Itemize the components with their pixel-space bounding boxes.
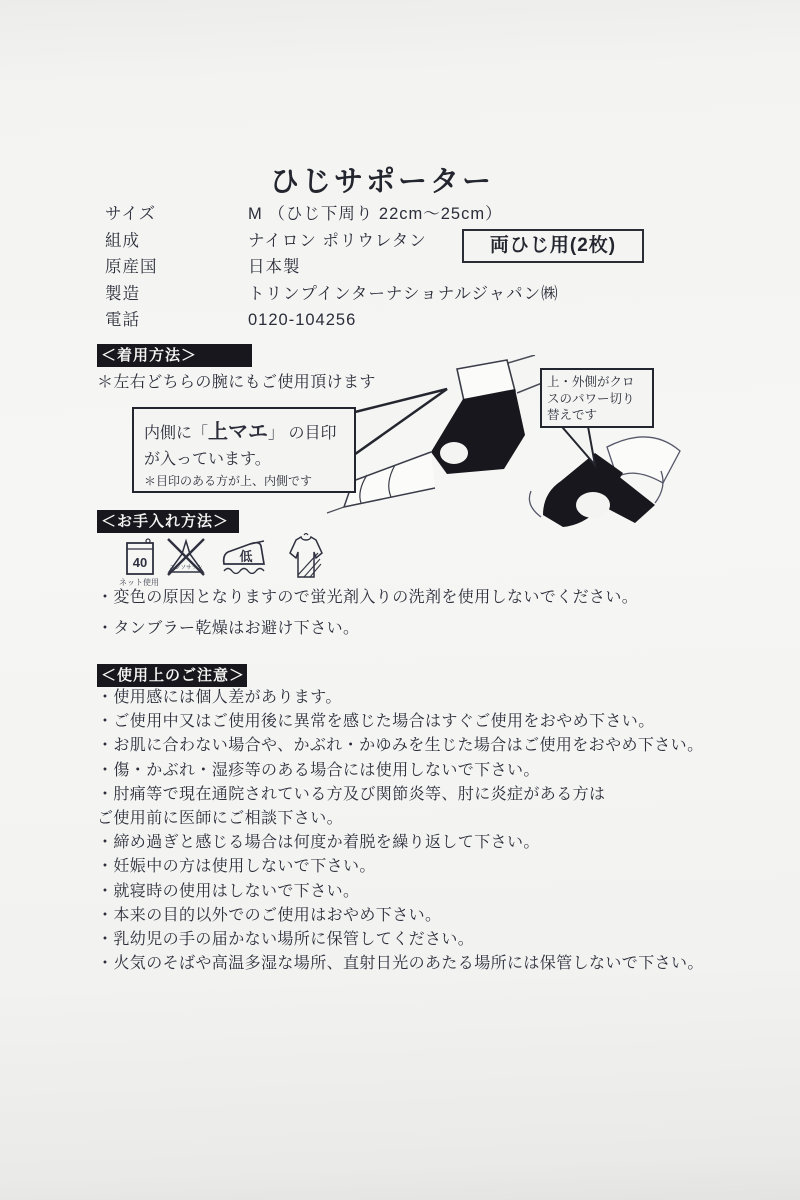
cross-power-line1: 上・外側がクロ	[547, 375, 635, 389]
cross-power-line3: 替えです	[547, 408, 598, 422]
mark-callout	[132, 407, 356, 493]
spec-label: 組成	[105, 231, 140, 250]
svg-text:低: 低	[239, 549, 253, 564]
svg-text:40: 40	[132, 555, 148, 570]
spec-label: 製造	[105, 284, 140, 303]
caution-item: ・ご使用中又はご使用後に異常を感じた場合はすぐご使用をおやめ下さい。	[97, 713, 655, 731]
caution-item: ・傷・かぶれ・湿疹等のある場合には使用しないで下さい。	[97, 761, 540, 779]
spec-value: トリンプインターナショナルジャパン㈱	[248, 284, 559, 303]
spec-table	[105, 201, 559, 334]
care-method-header: ＜お手入れ方法＞	[97, 510, 239, 533]
spec-value: ナイロン ポリウレタン	[248, 231, 427, 250]
wash-40-icon	[124, 537, 156, 577]
wearing-method-header: ＜着用方法＞	[97, 344, 252, 367]
caution-item: ご使用前に医師にご相談下さい。	[97, 809, 344, 827]
spec-row-manufacturer	[105, 281, 559, 308]
spec-value: M （ひじ下周り 22cm～25cm）	[248, 205, 503, 223]
caution-item: ・使用感には個人差があります。	[97, 689, 342, 706]
uemae-mark: 上マエ	[208, 421, 269, 443]
caution-item: ・締め過ぎと感じる場合は何度か着脱を繰り返して下さい。	[97, 834, 540, 852]
spec-row-size	[105, 201, 559, 228]
no-chlorine-bleach-icon	[164, 536, 208, 578]
usage-caution-header: ＜使用上のご注意＞	[97, 664, 247, 687]
spec-row-phone	[105, 307, 559, 334]
caution-item: ・火気のそばや高温多湿な場所、直射日光のあたる場所には保管しないで下さい。	[97, 955, 704, 973]
caution-item: ・妊娠中の方は使用しないで下さい。	[97, 858, 376, 876]
spec-value: 0120-104256	[248, 311, 357, 330]
mark-callout-line1: 内側に「上マエ」 の目印	[144, 421, 337, 443]
care-note: ・変色の原因となりますので蛍光剤入りの洗剤を使用しないでください。	[97, 589, 639, 606]
iron-low-icon	[220, 538, 268, 574]
svg-text:エンソサラシ: エンソサラシ	[169, 565, 203, 571]
right-arm-drawing	[529, 437, 680, 527]
mark-callout-note: ＊目印のある方が上、内側です	[144, 474, 313, 488]
spec-label: 原産国	[105, 258, 158, 277]
both-elbows-badge: 両ひじ用(2枚)	[462, 229, 644, 263]
caution-list	[97, 686, 704, 976]
spec-value: 日本製	[248, 258, 301, 277]
caution-item: ・乳幼児の手の届かない場所に保管してください。	[97, 930, 475, 948]
mark-callout-line2: が入っています。	[144, 451, 271, 468]
spec-label: サイズ	[105, 205, 157, 223]
dry-in-shade-icon	[288, 533, 324, 581]
cross-power-callout	[540, 368, 654, 428]
wearing-note: ＊左右どちらの腕にもご使用頂けます	[97, 374, 376, 391]
caution-item: ・お肌に合わない場合や、かぶれ・かゆみを生じた場合はご使用をおやめ下さい。	[97, 737, 704, 755]
spec-label: 電話	[105, 311, 140, 330]
care-note: ・タンブラー乾燥はお避け下さい。	[97, 620, 360, 637]
wash-net-note: ネット使用	[119, 578, 159, 587]
caution-item: ・肘痛等で現在通院されている方及び関節炎等、肘に炎症がある方は	[97, 785, 606, 803]
cross-power-line2: スのパワー切り	[547, 391, 635, 406]
caution-item: ・就寝時の使用はしないで下さい。	[97, 882, 360, 900]
page-title: ひじサポーター	[269, 166, 494, 198]
callout-left-tail	[351, 389, 447, 457]
caution-item: ・本来の目的以外でのご使用はおやめ下さい。	[97, 906, 442, 924]
